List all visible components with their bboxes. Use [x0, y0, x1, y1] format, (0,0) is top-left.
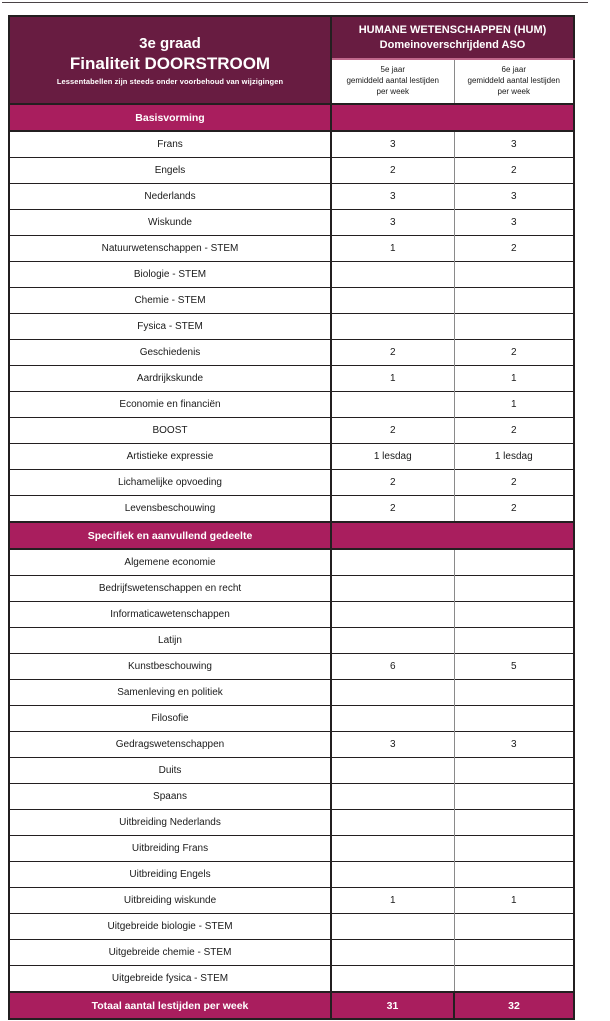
table-row [9, 706, 574, 732]
column-header-6e-jaar [454, 59, 574, 104]
value-cell-6e-jaar: 3 [454, 210, 574, 236]
program-header-cell [331, 16, 574, 59]
value-cell-5e-jaar [331, 836, 454, 862]
value-cell-6e-jaar [454, 602, 574, 628]
column-year-label: 5e jaar [380, 65, 405, 75]
table-row [9, 236, 574, 262]
value-cell-5e-jaar [331, 706, 454, 732]
value-cell-6e-jaar [454, 576, 574, 602]
table-row [9, 836, 574, 862]
value-cell-5e-jaar: 31 [331, 992, 454, 1019]
table-row [9, 262, 574, 288]
section-row [9, 522, 574, 549]
value-cell-5e-jaar: 3 [331, 732, 454, 758]
value-cell-6e-jaar [454, 628, 574, 654]
program-name: HUMANE WETENSCHAPPEN (HUM) [358, 24, 547, 37]
value-cell-6e-jaar: 2 [454, 158, 574, 184]
value-cell-6e-jaar [454, 810, 574, 836]
value-cell-6e-jaar: 2 [454, 340, 574, 366]
value-cell-6e-jaar: 3 [454, 184, 574, 210]
table-row [9, 784, 574, 810]
value-cell-5e-jaar [331, 966, 454, 993]
value-cell-6e-jaar: 32 [454, 992, 574, 1019]
value-cell-6e-jaar: 2 [454, 418, 574, 444]
table-row [9, 914, 574, 940]
value-cell-5e-jaar: 1 [331, 888, 454, 914]
disclaimer-text: Lessentabellen zijn steeds onder voorbehoud van wijzigingen [56, 76, 284, 86]
table-row [9, 184, 574, 210]
subject-cell: Uitbreiding Frans [9, 836, 331, 862]
value-cell-6e-jaar: 3 [454, 732, 574, 758]
subject-cell: Artistieke expressie [9, 444, 331, 470]
value-cell-5e-jaar [331, 784, 454, 810]
column-desc-label: gemiddeld aantal lestijden per week [467, 76, 561, 96]
value-cell-6e-jaar [454, 836, 574, 862]
value-cell-5e-jaar [331, 392, 454, 418]
value-cell-5e-jaar [331, 680, 454, 706]
value-cell-5e-jaar: 3 [331, 184, 454, 210]
subject-cell: Lichamelijke opvoeding [9, 470, 331, 496]
table-row [9, 131, 574, 158]
value-cell-6e-jaar [454, 314, 574, 340]
value-cell-5e-jaar [331, 914, 454, 940]
subject-cell: Uitbreiding wiskunde [9, 888, 331, 914]
table-row [9, 340, 574, 366]
value-cell-6e-jaar [454, 914, 574, 940]
value-cell-6e-jaar: 1 [454, 392, 574, 418]
column-year-label: 6e jaar [501, 65, 526, 75]
total-row [9, 992, 574, 1019]
value-cell-5e-jaar [331, 314, 454, 340]
table-title-cell [9, 16, 331, 104]
subject-cell: Chemie - STEM [9, 288, 331, 314]
table-row [9, 549, 574, 576]
value-cell-6e-jaar: 1 [454, 888, 574, 914]
subject-cell: Uitbreiding Nederlands [9, 810, 331, 836]
value-cell-5e-jaar: 1 lesdag [331, 444, 454, 470]
value-cell-5e-jaar [331, 758, 454, 784]
value-cell-5e-jaar: 6 [331, 654, 454, 680]
subject-cell: Economie en financiën [9, 392, 331, 418]
value-cell-6e-jaar [454, 288, 574, 314]
value-cell-6e-jaar: 1 [454, 366, 574, 392]
value-cell-6e-jaar [454, 680, 574, 706]
table-row [9, 210, 574, 236]
subject-cell: Uitgebreide fysica - STEM [9, 966, 331, 993]
value-cell-5e-jaar: 1 [331, 366, 454, 392]
value-cell-6e-jaar [454, 862, 574, 888]
table-row [9, 862, 574, 888]
subject-cell: Informaticawetenschappen [9, 602, 331, 628]
value-cell-6e-jaar [454, 784, 574, 810]
value-cell-6e-jaar: 2 [454, 236, 574, 262]
table-row [9, 758, 574, 784]
subject-cell: Samenleving en politiek [9, 680, 331, 706]
table-row [9, 810, 574, 836]
value-cell-6e-jaar [454, 966, 574, 993]
table-row [9, 366, 574, 392]
table-row [9, 888, 574, 914]
subject-cell: Filosofie [9, 706, 331, 732]
column-header-5e-jaar [331, 59, 454, 104]
value-cell-5e-jaar: 3 [331, 131, 454, 158]
value-cell-5e-jaar [331, 576, 454, 602]
value-cell-5e-jaar [331, 262, 454, 288]
value-cell-6e-jaar: 5 [454, 654, 574, 680]
column-desc-label: gemiddeld aantal lestijden per week [346, 76, 439, 96]
subject-cell: Uitbreiding Engels [9, 862, 331, 888]
subject-cell: Latijn [9, 628, 331, 654]
program-type: Domeinoverschrijdend ASO [379, 38, 526, 51]
lessentabel-table [8, 15, 575, 1020]
table-row [9, 628, 574, 654]
value-cell-5e-jaar [331, 940, 454, 966]
value-cell-5e-jaar: 3 [331, 210, 454, 236]
section-fill [331, 522, 574, 549]
finality-title: Finaliteit DOORSTROOM [69, 54, 271, 74]
value-cell-5e-jaar: 2 [331, 340, 454, 366]
value-cell-5e-jaar [331, 810, 454, 836]
header-row-top [9, 16, 574, 59]
value-cell-5e-jaar: 2 [331, 158, 454, 184]
subject-cell: Wiskunde [9, 210, 331, 236]
subject-cell: Nederlands [9, 184, 331, 210]
table-row [9, 680, 574, 706]
value-cell-6e-jaar: 3 [454, 131, 574, 158]
subject-cell: Geschiedenis [9, 340, 331, 366]
table-row [9, 732, 574, 758]
table-row [9, 418, 574, 444]
subject-cell: Engels [9, 158, 331, 184]
value-cell-5e-jaar [331, 549, 454, 576]
table-row [9, 602, 574, 628]
value-cell-6e-jaar: 1 lesdag [454, 444, 574, 470]
table-row [9, 444, 574, 470]
value-cell-6e-jaar [454, 940, 574, 966]
subject-cell: Spaans [9, 784, 331, 810]
section-label: Specifiek en aanvullend gedeelte [9, 522, 331, 549]
value-cell-5e-jaar [331, 628, 454, 654]
subject-cell: Levensbeschouwing [9, 496, 331, 523]
table-row [9, 392, 574, 418]
subject-cell: Uitgebreide chemie - STEM [9, 940, 331, 966]
table-row [9, 576, 574, 602]
subject-cell: Fysica - STEM [9, 314, 331, 340]
top-rule [2, 2, 588, 3]
subject-cell: Gedragswetenschappen [9, 732, 331, 758]
value-cell-5e-jaar: 2 [331, 470, 454, 496]
value-cell-6e-jaar: 2 [454, 496, 574, 523]
table-body [9, 104, 574, 1019]
value-cell-5e-jaar: 2 [331, 496, 454, 523]
table-row [9, 496, 574, 523]
grade-title: 3e graad [139, 34, 201, 52]
table-row [9, 288, 574, 314]
value-cell-6e-jaar [454, 706, 574, 732]
value-cell-5e-jaar [331, 602, 454, 628]
table-row [9, 470, 574, 496]
value-cell-6e-jaar [454, 262, 574, 288]
value-cell-6e-jaar: 2 [454, 470, 574, 496]
section-fill [331, 104, 574, 131]
table-row [9, 654, 574, 680]
value-cell-5e-jaar [331, 862, 454, 888]
subject-cell: Duits [9, 758, 331, 784]
value-cell-5e-jaar: 2 [331, 418, 454, 444]
table-row [9, 940, 574, 966]
table-row [9, 314, 574, 340]
value-cell-5e-jaar [331, 288, 454, 314]
subject-cell: Biologie - STEM [9, 262, 331, 288]
table-header [9, 16, 574, 104]
subject-cell: Uitgebreide biologie - STEM [9, 914, 331, 940]
subject-cell: Algemene economie [9, 549, 331, 576]
subject-cell: Kunstbeschouwing [9, 654, 331, 680]
table-row [9, 966, 574, 993]
subject-cell: Aardrijkskunde [9, 366, 331, 392]
subject-cell: Bedrijfswetenschappen en recht [9, 576, 331, 602]
total-label: Totaal aantal lestijden per week [9, 992, 331, 1019]
subject-cell: Frans [9, 131, 331, 158]
section-row [9, 104, 574, 131]
section-label: Basisvorming [9, 104, 331, 131]
subject-cell: Natuurwetenschappen - STEM [9, 236, 331, 262]
value-cell-6e-jaar [454, 549, 574, 576]
table-row [9, 158, 574, 184]
value-cell-6e-jaar [454, 758, 574, 784]
subject-cell: BOOST [9, 418, 331, 444]
value-cell-5e-jaar: 1 [331, 236, 454, 262]
